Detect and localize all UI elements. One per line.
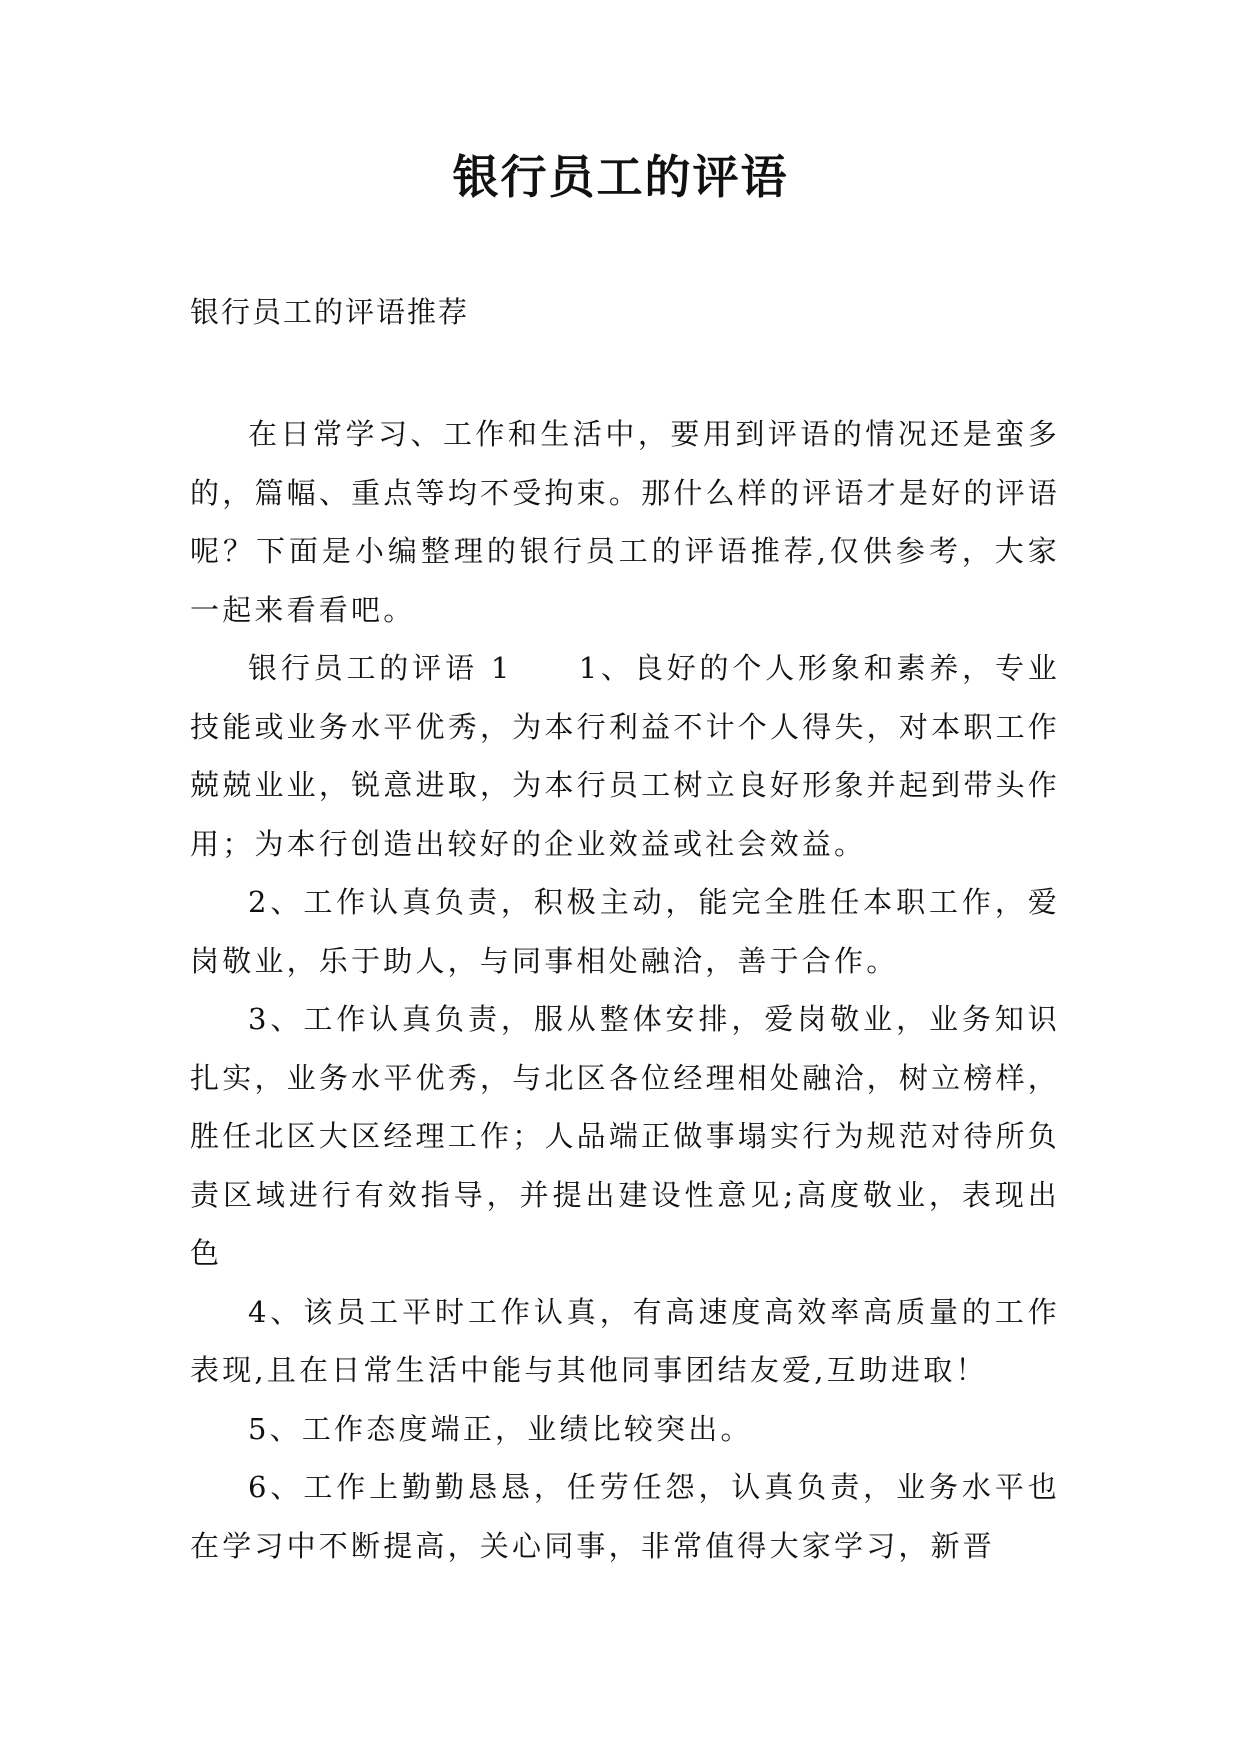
document-subtitle: 银行员工的评语推荐 — [190, 295, 470, 329]
paragraph-comment-3: 3、工作认真负责，服从整体安排，爱岗敬业，业务知识扎实，业务水平优秀，与北区各位经理相处融洽，树立榜样，胜任北区大区经理工作；人品端正做事塌实行为规范对待所负责区域进行有效指导，并提出建设性意见;高度敬业，表现出色 — [190, 1002, 1060, 1270]
document-body — [190, 405, 1060, 1575]
paragraph-comment-2: 2、工作认真负责，积极主动，能完全胜任本职工作，爱岗敬业，乐于助人，与同事相处融洽，善于合作。 — [190, 885, 1060, 978]
document-title: 银行员工的评语 — [452, 150, 789, 204]
paragraph-intro: 在日常学习、工作和生活中，要用到评语的情况还是蛮多的，篇幅、重点等均不受拘束。那什么样的评语才是好的评语呢？下面是小编整理的银行员工的评语推荐,仅供参考，大家一起来看看吧。 — [190, 417, 1060, 627]
paragraph-comment-4: 4、该员工平时工作认真，有高速度高效率高质量的工作表现,且在日常生活中能与其他同事团结友爱,互助进取！ — [190, 1294, 1060, 1387]
paragraph-comment-5: 5、工作态度端正，业绩比较突出。 — [248, 1411, 753, 1446]
paragraph-comment-6: 6、工作上勤勤恳恳，任劳任怨，认真负责，业务水平也在学习中不断提高，关心同事，非常值得大家学习，新晋 — [190, 1470, 1060, 1563]
paragraph-comment-1: 银行员工的评语 1 1、良好的个人形象和素养，专业技能或业务水平优秀，为本行利益不计个人得失，对本职工作兢兢业业，锐意进取，为本行员工树立良好形象并起到带头作用；为本行创造出较好的企业效益或社会效益。 — [190, 651, 1060, 861]
